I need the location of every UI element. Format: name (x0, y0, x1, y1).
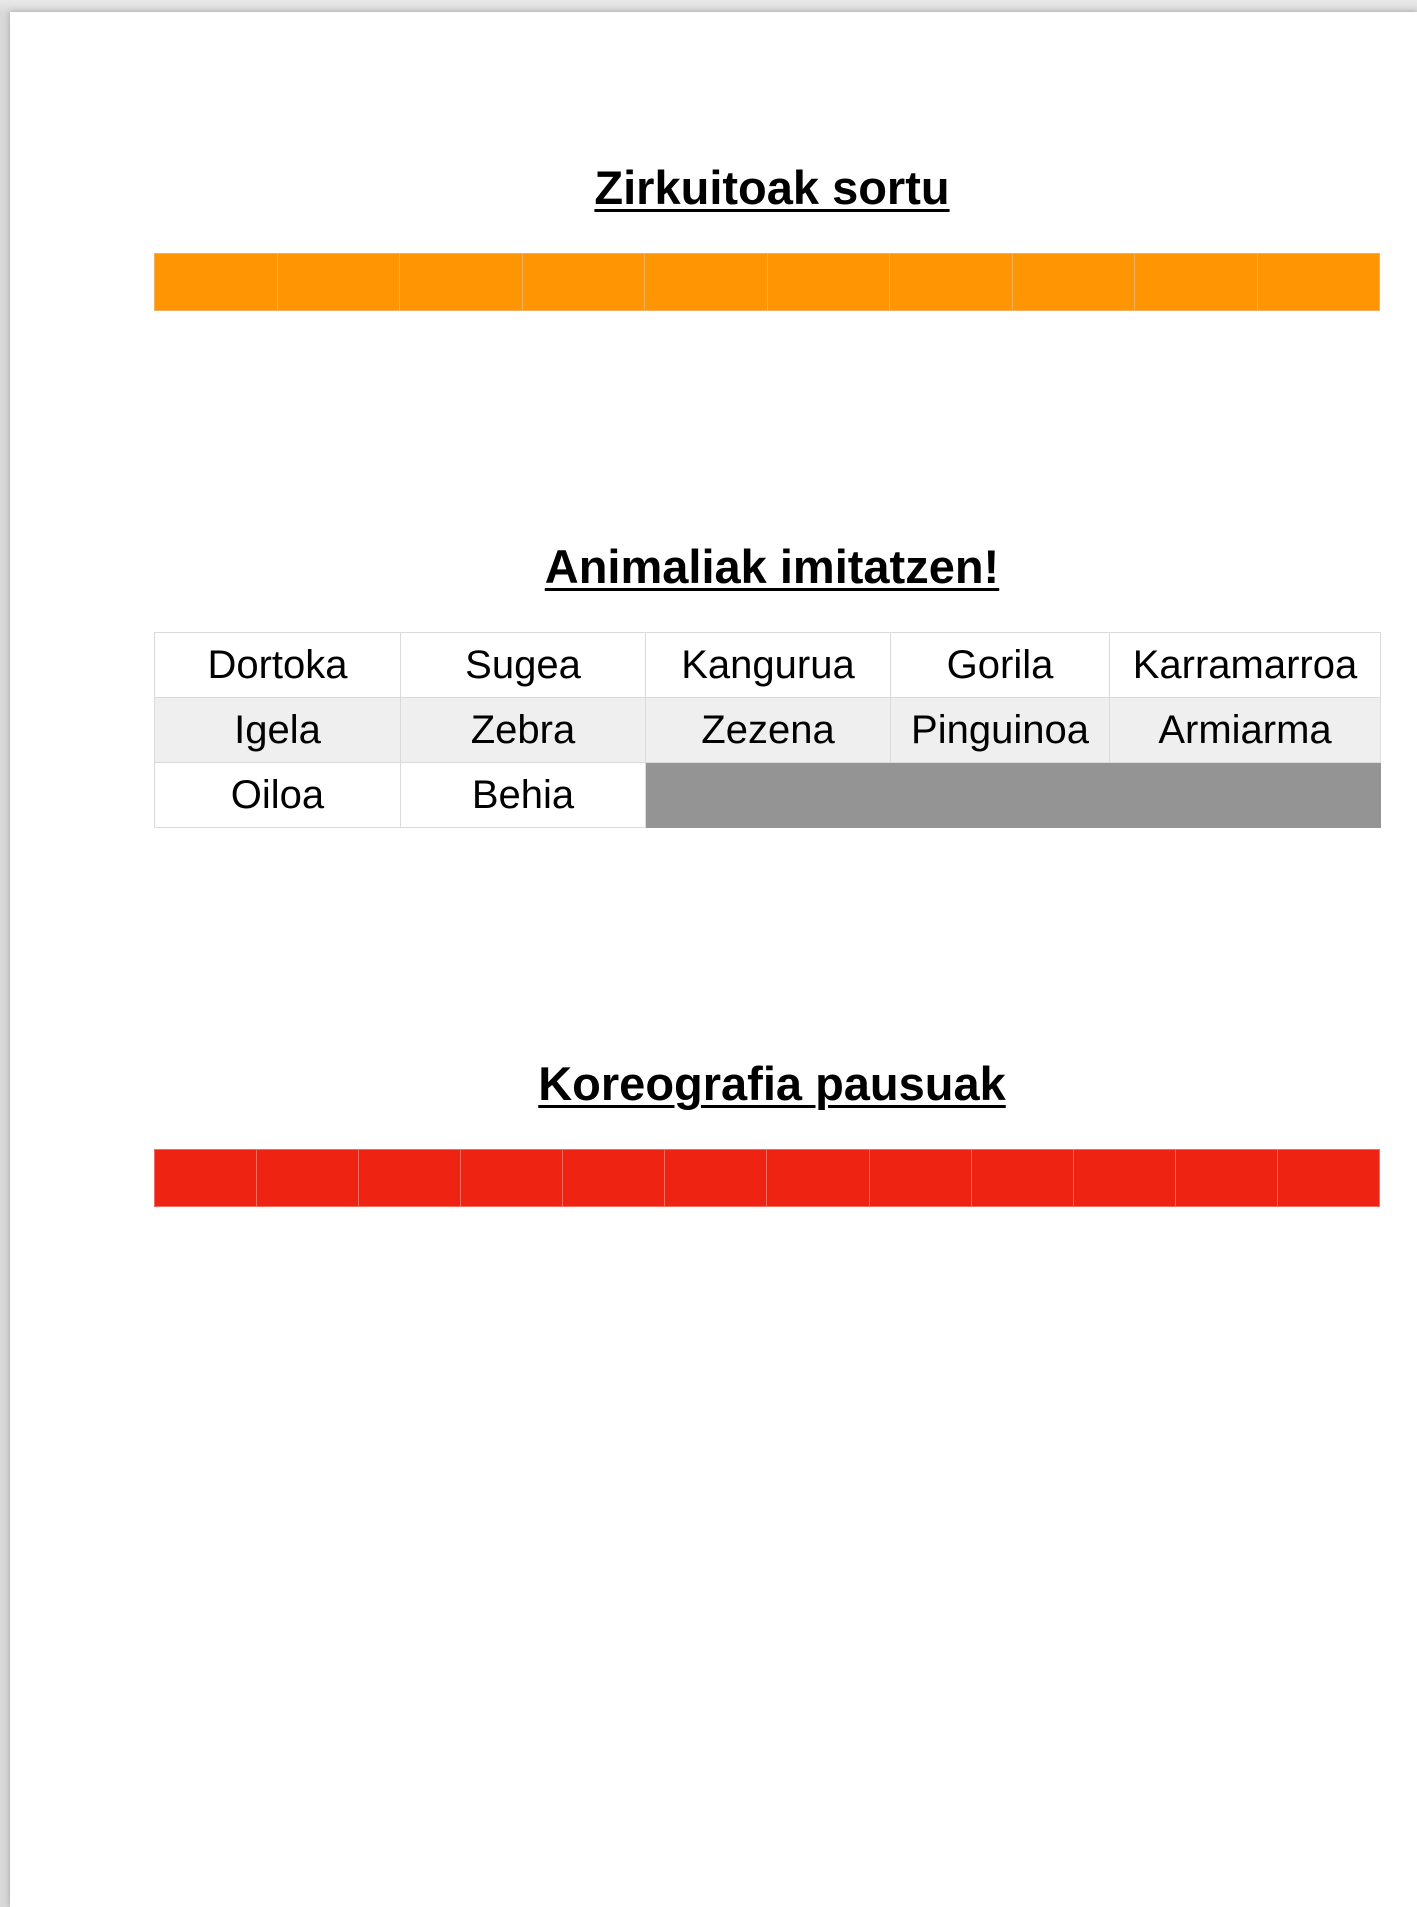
choreography-strip (154, 1149, 1380, 1207)
choreography-cell (155, 1150, 257, 1207)
document-page (10, 12, 1417, 1907)
circuit-cell (1135, 254, 1258, 311)
table-row (155, 698, 1381, 763)
choreography-cell (359, 1150, 461, 1207)
animal-cell: Igela (155, 698, 401, 763)
circuit-cell (645, 254, 768, 311)
animal-cell: Kangurua (646, 633, 891, 698)
circuits-heading: Zirkuitoak sortu (594, 161, 950, 214)
circuit-cell (155, 254, 278, 311)
choreography-cell (869, 1150, 971, 1207)
animal-cell: Pinguinoa (891, 698, 1110, 763)
animals-heading: Animaliak imitatzen! (544, 540, 1000, 593)
circuit-cell (1257, 254, 1380, 311)
circuit-cell (277, 254, 400, 311)
choreography-cell (1175, 1150, 1277, 1207)
circuit-cell (1012, 254, 1135, 311)
animal-cell: Zezena (646, 698, 891, 763)
circuit-cell (890, 254, 1013, 311)
animal-cell: Sugea (401, 633, 646, 698)
choreography-cell (971, 1150, 1073, 1207)
animal-cell: Zebra (401, 698, 646, 763)
table-row (155, 763, 1381, 828)
circuits-strip (154, 253, 1380, 311)
empty-filler-cell (646, 763, 1381, 828)
circuit-cell (767, 254, 890, 311)
choreography-heading: Koreografia pausuak (538, 1057, 1006, 1110)
window-top-edge (0, 0, 1417, 12)
choreography-cell (1277, 1150, 1379, 1207)
table-row (155, 633, 1381, 698)
animal-cell: Karramarroa (1110, 633, 1381, 698)
animal-cell: Gorila (891, 633, 1110, 698)
animal-cell: Dortoka (155, 633, 401, 698)
circuit-cell (522, 254, 645, 311)
choreography-cell (1073, 1150, 1175, 1207)
choreography-cell (767, 1150, 869, 1207)
animals-table (154, 632, 1381, 828)
animal-cell: Behia (401, 763, 646, 828)
choreography-cell (665, 1150, 767, 1207)
choreography-cell (461, 1150, 563, 1207)
circuit-cell (400, 254, 523, 311)
choreography-cell (563, 1150, 665, 1207)
animal-cell: Armiarma (1110, 698, 1381, 763)
animal-cell: Oiloa (155, 763, 401, 828)
choreography-cell (257, 1150, 359, 1207)
